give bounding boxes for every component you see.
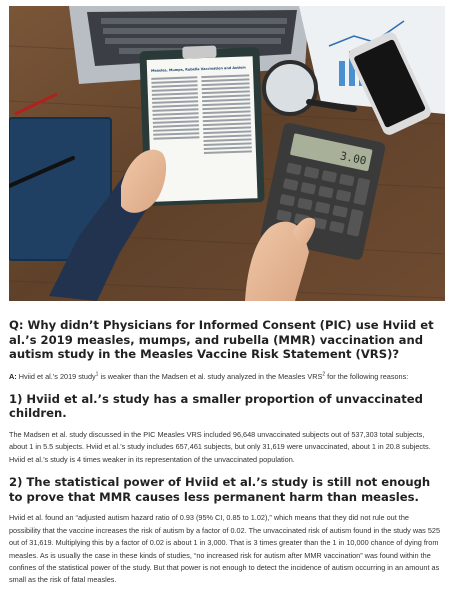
hero-photo	[9, 6, 445, 301]
answer-intro	[9, 372, 441, 382]
answer-text-middle: is weaker than the Madsen et al. study analyzed in the Measles VRS	[98, 371, 323, 381]
answer-label: A:	[9, 371, 17, 381]
section-1-heading: 1) Hviid et al.’s study has a smaller proportion of unvaccinated children.	[9, 391, 423, 421]
question-heading: Q: Why didn’t Physicians for Informed Consent (PIC) use Hviid et al.’s 2019 measles, mumps, and rubella (MMR) vaccination and autism study in the Measles Vaccine Risk Statement (VRS)?	[9, 318, 434, 362]
section-2-heading: 2) The statistical power of Hviid et al.’s study is still not enough to prove that MMR causes less permanent harm than measles.	[9, 475, 431, 504]
section-1-body: The Madsen et al. study discussed in the PIC Measles VRS included 96,648 unvaccinated subjects out of 537,303 total subjects, about 1 in 5.5 subjects. Hviid et al.’s study includes 657,461 subjects, but only 31,619 were unvaccinated, about 1 in 20.8 subjects. Hviid et al.’s study is 4 times weaker in its representation of the unvaccinated population.	[9, 429, 431, 464]
footnote-ref-2[interactable]: 2	[322, 371, 326, 378]
answer-text-before: Hviid et al.’s 2019 study	[16, 371, 96, 381]
answer-text-after: for the following reasons:	[325, 371, 409, 381]
calculator-display: 3.00	[338, 149, 368, 168]
clipboard-paper-title: Measles, Mumps, Rubella Vaccination and Autism	[150, 65, 246, 73]
article-body	[9, 318, 441, 596]
section-2-body: Hviid et al. found an “adjusted autism hazard ratio of 0.93 (95% CI, 0.85 to 1.02),” which means that they did not rule out the possibility that the vaccine increases the risk of autism by a factor of 0.02. The unvaccinated risk of autism found in the study was 525 out of 31,619. Multiplying this by a factor of 0.02 is about 1 in 3,000. That is 3 times greater than the 1 in 10,000 chance of dying from measles. As is usually the case in these kinds of studies, “no increased risk for autism after MMR vaccination” was found within the confines of the statistical power of the study. But that power is not enough to detect the incidence of autism occurring in an amount as small as the risk of fatal measles.	[9, 513, 441, 585]
footnote-ref-1[interactable]: 1	[95, 371, 99, 378]
